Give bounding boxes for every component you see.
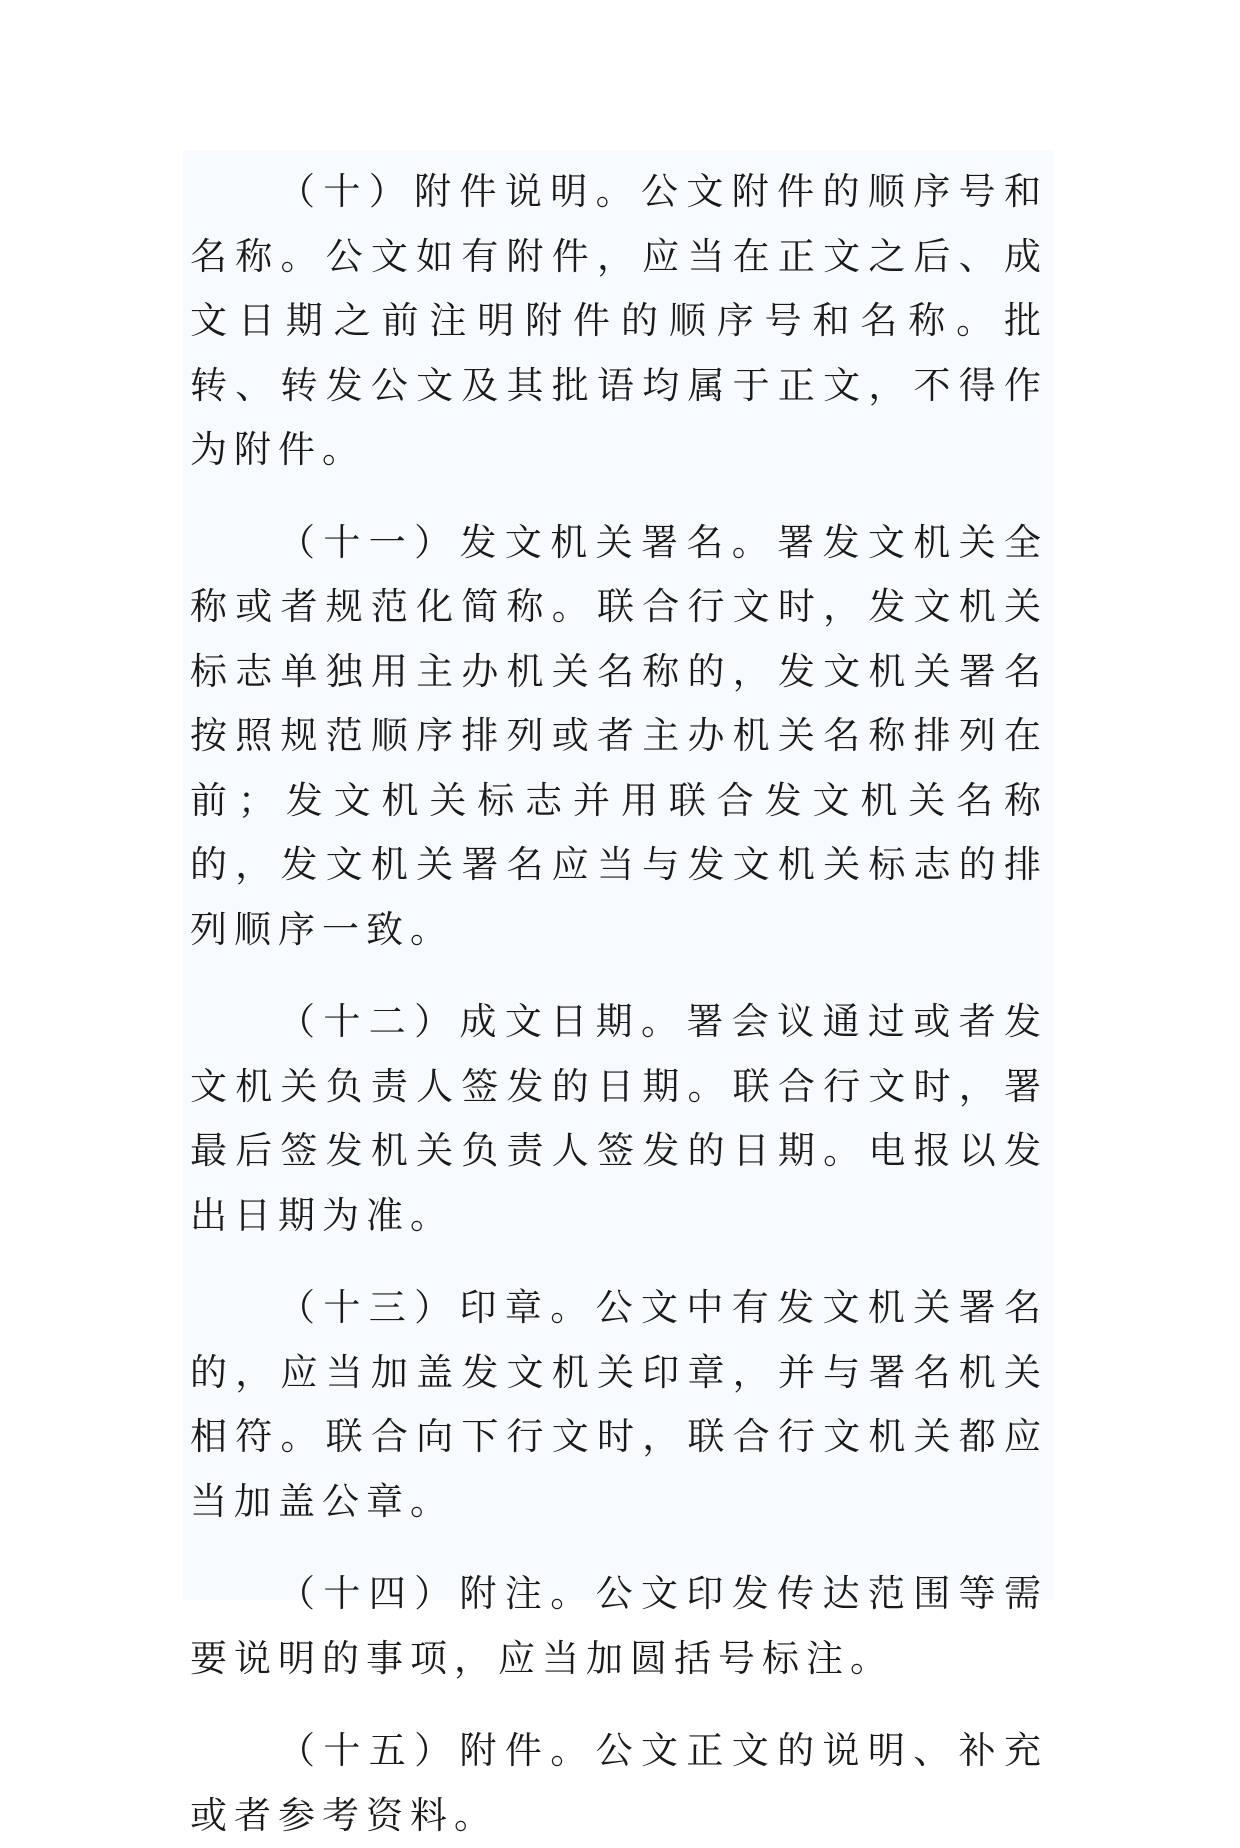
text-column — [190, 160, 1048, 1848]
paragraph-seal: （十三）印章。公文中有发文机关署名的，应当加盖发文机关印章，并与署名机关相符。联合向下行文时，联合行文机关都应当加盖公章。 — [190, 1286, 1048, 1523]
paragraph-gap — [190, 1534, 1048, 1562]
paragraph-annotation: （十四）附注。公文印发传达范围等需要说明的事项，应当加圆括号标注。 — [190, 1572, 1048, 1680]
paragraph-gap — [190, 1248, 1048, 1276]
paragraph-date-of-issue: （十二）成文日期。署会议通过或者发文机关负责人签发的日期。联合行文时，署最后签发机关负责人签发的日期。电报以发出日期为准。 — [190, 1000, 1048, 1237]
paragraph-attachment: （十五）附件。公文正文的说明、补充或者参考资料。 — [190, 1729, 1048, 1837]
paragraph-gap — [190, 1691, 1048, 1719]
paragraph-gap — [190, 483, 1048, 511]
document-body — [183, 150, 1054, 1837]
paragraph-issuing-authority-signature: （十一）发文机关署名。署发文机关全称或者规范化简称。联合行文时，发文机关标志单独用主办机关名称的，发文机关署名按照规范顺序排列或者主办机关名称排列在前；发文机关标志并用联合发文机关名称的，发文机关署名应当与发文机关标志的排列顺序一致。 — [190, 520, 1048, 951]
paragraph-gap — [190, 962, 1048, 990]
paragraph-attachment-description: （十）附件说明。公文附件的顺序号和名称。公文如有附件，应当在正文之后、成文日期之前注明附件的顺序号和名称。批转、转发公文及其批语均属于正文，不得作为附件。 — [190, 170, 1048, 471]
